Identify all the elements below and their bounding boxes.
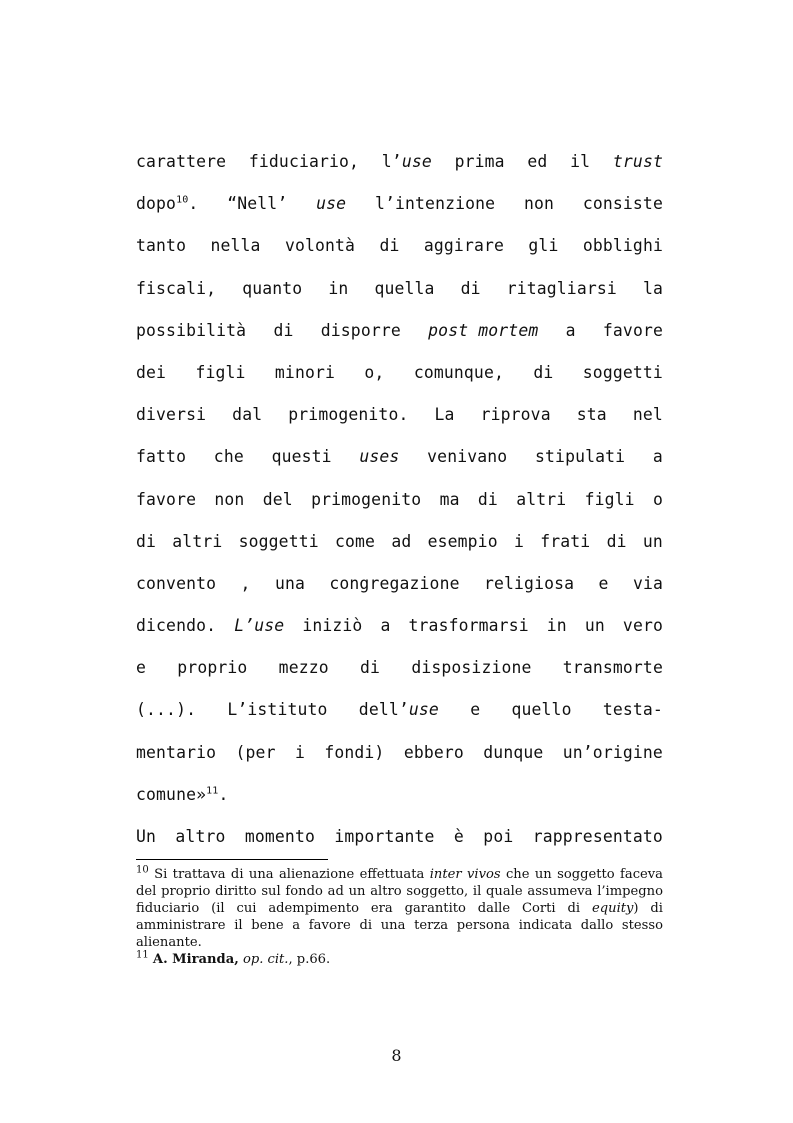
word: post mortem bbox=[428, 320, 539, 340]
footnote-page: , p.66. bbox=[288, 952, 331, 968]
word: il bbox=[570, 152, 591, 171]
footnotes bbox=[136, 866, 663, 969]
word: non bbox=[214, 489, 245, 509]
word: prima bbox=[454, 152, 505, 171]
text-line bbox=[136, 394, 663, 436]
word: disporre bbox=[320, 320, 401, 340]
word: ritagliarsi bbox=[506, 278, 617, 298]
word: rappresentato bbox=[532, 827, 663, 846]
footnote-italic: equity bbox=[592, 901, 634, 917]
word: (...). bbox=[136, 700, 197, 720]
word: frati bbox=[540, 531, 591, 551]
word: in bbox=[546, 616, 567, 636]
word: comunque, bbox=[413, 362, 504, 382]
footnote-10 bbox=[136, 866, 663, 951]
word: esempio bbox=[427, 531, 498, 551]
text-line bbox=[136, 605, 663, 647]
word: di bbox=[273, 320, 294, 340]
page-number: 8 bbox=[391, 1046, 402, 1065]
word: altri bbox=[516, 489, 567, 509]
word: questi bbox=[271, 447, 332, 467]
word: diversi bbox=[136, 405, 207, 425]
word: , bbox=[240, 573, 251, 593]
word: dopo$^{10}$. bbox=[136, 194, 199, 214]
word: del bbox=[262, 489, 293, 509]
word: disposizione bbox=[411, 658, 532, 678]
text-line bbox=[136, 689, 663, 731]
word: possibilità bbox=[136, 320, 247, 340]
word: trust bbox=[612, 152, 663, 171]
footnote-separator bbox=[136, 859, 328, 860]
word: transmorte bbox=[562, 658, 663, 678]
text-line bbox=[136, 352, 663, 394]
word: dunque bbox=[483, 742, 544, 762]
footnote-work: op. cit. bbox=[242, 952, 289, 968]
word: di bbox=[136, 531, 157, 551]
word: di bbox=[533, 362, 554, 382]
word: poi bbox=[483, 827, 514, 846]
word: di bbox=[606, 531, 627, 551]
text-line bbox=[136, 647, 663, 689]
word: un bbox=[642, 531, 663, 551]
word: comune»$^{11}$. bbox=[136, 784, 229, 804]
word: come bbox=[335, 531, 376, 551]
word: l’intenzione bbox=[374, 194, 496, 214]
word: fondi) bbox=[324, 742, 385, 762]
word: mezzo bbox=[278, 658, 329, 678]
text-line bbox=[136, 436, 663, 478]
word: iniziò bbox=[302, 616, 363, 636]
word: momento bbox=[244, 827, 315, 846]
word: gli bbox=[528, 236, 559, 256]
text-line bbox=[136, 310, 663, 352]
word: dal bbox=[232, 405, 263, 425]
word: in bbox=[328, 278, 349, 298]
word: trasformarsi bbox=[408, 616, 529, 636]
word: e bbox=[598, 573, 609, 593]
word: ma bbox=[439, 489, 460, 509]
word: mentario bbox=[136, 742, 217, 762]
word: stipulati bbox=[535, 447, 626, 467]
footnote-text: che un soggetto faceva del proprio diritto sul fondo ad un altro soggetto, il quale assumeva l’impegno fiduciario (il cui adempimento era garantito dalle Corti di bbox=[136, 867, 663, 917]
word: quella bbox=[374, 278, 435, 298]
word: figli bbox=[584, 489, 635, 509]
word: altri bbox=[172, 531, 223, 551]
word: quanto bbox=[242, 278, 303, 298]
text-line bbox=[136, 479, 663, 521]
word: “Nell’ bbox=[227, 194, 288, 214]
word: a bbox=[565, 320, 576, 340]
word: a bbox=[652, 447, 663, 467]
word: nel bbox=[632, 405, 663, 425]
word: è bbox=[453, 827, 464, 846]
word: un bbox=[584, 616, 605, 636]
word: o, bbox=[364, 362, 385, 382]
text-line bbox=[136, 732, 663, 774]
text-line bbox=[136, 563, 663, 605]
footnote-author: A. Miranda, bbox=[152, 952, 239, 968]
text-line bbox=[136, 774, 663, 816]
word: o bbox=[652, 489, 663, 509]
word: altro bbox=[175, 827, 226, 846]
footnote-text: ) di amministrare il bene a favore di una terza persona indicata dallo stesso alienante. bbox=[136, 901, 663, 951]
word: e bbox=[470, 700, 481, 720]
word: ad bbox=[391, 531, 412, 551]
word: L’istituto bbox=[227, 700, 328, 720]
word: proprio bbox=[177, 658, 248, 678]
word: primogenito. bbox=[288, 405, 409, 425]
text-line bbox=[136, 141, 663, 183]
word: uses bbox=[359, 447, 400, 467]
word: via bbox=[632, 573, 663, 593]
footnote-italic: inter vivos bbox=[429, 867, 501, 882]
word: non bbox=[523, 194, 555, 214]
word: ed bbox=[527, 152, 548, 171]
word: riprova bbox=[480, 405, 551, 425]
word: la bbox=[642, 278, 663, 298]
word: favore bbox=[136, 489, 197, 509]
word: testa- bbox=[602, 700, 663, 720]
word: i bbox=[513, 531, 524, 551]
footnote-number: 11 bbox=[136, 950, 149, 962]
word: figli bbox=[195, 362, 246, 382]
word: l’use bbox=[381, 152, 432, 171]
word: religiosa bbox=[483, 573, 575, 593]
word: soggetti bbox=[238, 531, 319, 551]
footnote-11 bbox=[136, 951, 663, 968]
text-line bbox=[136, 225, 663, 267]
body-text bbox=[136, 141, 663, 858]
footnote-number: 10 bbox=[136, 864, 149, 876]
word: fatto bbox=[136, 447, 187, 467]
word: a bbox=[380, 616, 391, 636]
word: (per bbox=[235, 742, 276, 762]
word: di bbox=[460, 278, 481, 298]
word: favore bbox=[602, 320, 663, 340]
text-line bbox=[136, 521, 663, 563]
word: sta bbox=[576, 405, 607, 425]
word: use bbox=[316, 194, 347, 214]
word: nella bbox=[210, 236, 261, 256]
word: fiscali, bbox=[136, 278, 217, 298]
word: di bbox=[379, 236, 400, 256]
text-line bbox=[136, 268, 663, 310]
word: venivano bbox=[427, 447, 508, 467]
word: una bbox=[274, 573, 305, 593]
word: un’origine bbox=[562, 742, 663, 762]
word: e bbox=[136, 658, 147, 678]
text-line bbox=[136, 816, 663, 858]
word: Un bbox=[136, 827, 157, 846]
word: L’use bbox=[234, 616, 285, 636]
footnote-text: Si trattava di una alienazione effettuata bbox=[148, 867, 430, 882]
word: di bbox=[477, 489, 498, 509]
word: di bbox=[360, 658, 381, 678]
word: convento bbox=[136, 573, 217, 593]
word: obblighi bbox=[582, 236, 663, 256]
word: congregazione bbox=[329, 573, 460, 593]
word: dei bbox=[136, 362, 167, 382]
word: carattere bbox=[136, 152, 227, 171]
word: soggetti bbox=[582, 362, 663, 382]
word: La bbox=[434, 405, 455, 425]
word: i bbox=[294, 742, 305, 762]
word: ebbero bbox=[403, 742, 464, 762]
word: consiste bbox=[582, 194, 663, 214]
word: vero bbox=[622, 616, 663, 636]
word: primogenito bbox=[311, 489, 422, 509]
word: quello bbox=[511, 700, 572, 720]
word: volontà bbox=[284, 236, 356, 256]
word: che bbox=[213, 447, 244, 467]
word: importante bbox=[334, 827, 435, 846]
word: dicendo. bbox=[136, 616, 217, 636]
word: fiduciario, bbox=[248, 152, 360, 171]
word: aggirare bbox=[423, 236, 505, 256]
text-line bbox=[136, 183, 663, 225]
word: tanto bbox=[136, 236, 187, 256]
word: dell’use bbox=[358, 700, 439, 720]
word: minori bbox=[274, 362, 336, 382]
